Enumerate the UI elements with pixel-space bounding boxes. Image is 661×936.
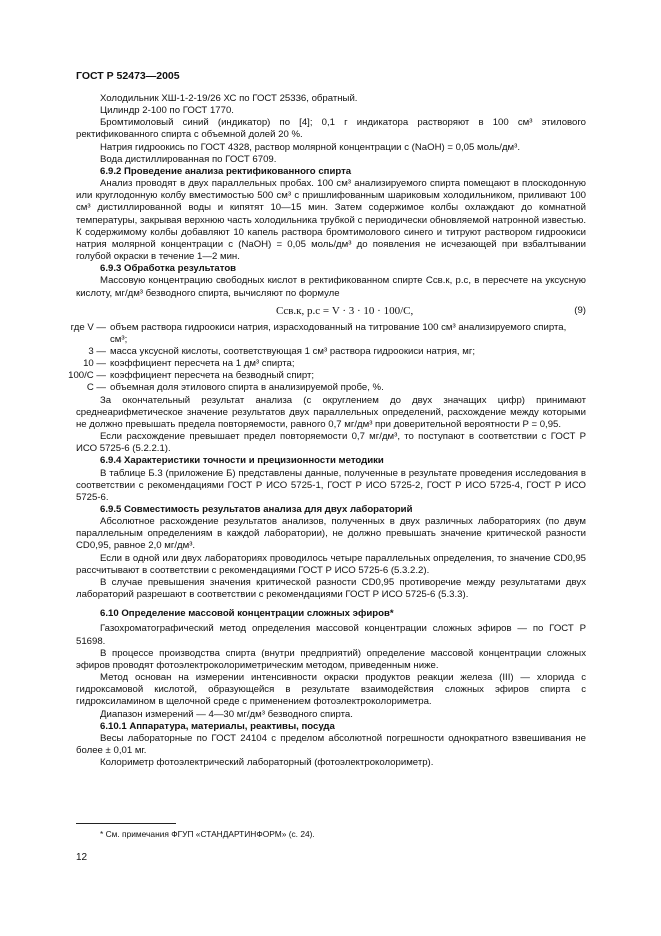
item-water: Вода дистиллированная по ГОСТ 6709. (100, 153, 277, 165)
where-item (68, 370, 586, 382)
where-item (76, 382, 586, 394)
item-naoh: Натрия гидроокись по ГОСТ 4328, раствор молярной концентрации c (NaOH) = 0,05 моль/дм³. (100, 141, 521, 153)
section-6-9-5-p1: Абсолютное расхождение результатов анализов, полученных в двух различных лабораториях (по двум параллельным определениям в каждой лаборатории), не должно превышать значение критической разности CD0,95, равное 2,0 мг/дм³. (76, 516, 586, 552)
section-6-9-4-title: 6.9.4 Характеристики точности и прецизионности методики (100, 455, 384, 467)
where-term: C — (86, 382, 106, 394)
section-6-10-title: 6.10 Определение массовой концентрации сложных эфиров* (100, 608, 394, 620)
document-header: ГОСТ Р 52473—2005 (76, 70, 180, 82)
formula-9 (76, 300, 586, 322)
item-indicator: Бромтимоловый синий (индикатор) по [4]; 0,1 г индикатора растворяют в 100 см³ этилового ректификованного спирта с объемной долей 20 %. (76, 117, 586, 141)
where-item (76, 346, 586, 358)
section-6-9-3-intro: Массовую концентрацию свободных кислот в ректификованном спирте Cсв.к, р.с, в пересчете на уксусную кислоту, мг/дм³ безводного спирта, вычисляют по формуле (76, 275, 586, 299)
page-number: 12 (76, 852, 88, 863)
where-desc: объем раствора гидроокиси натрия, израсходованный на титрование 100 см³ анализируемого спирта, см³; (110, 321, 567, 345)
section-6-9-3-p1: За окончательный результат анализа (с округлением до двух значащих цифр) принимают среднеарифметическое значение результатов двух параллельных определений, расхождение между которыми не должно превышать предела повторяемости, равного 0,7 мг/дм³ при доверительной вероятности P = 0,95. (76, 394, 586, 430)
section-6-9-3-title: 6.9.3 Обработка результатов (100, 263, 237, 275)
where-term: 3 — (88, 345, 106, 357)
section-6-9-5-title: 6.9.5 Совместимость результатов анализа для двух лабораторий (100, 504, 413, 515)
document-body (68, 93, 586, 769)
footnote: * См. примечания ФГУП «СТАНДАРТИНФОРМ» (с. 24). (100, 829, 315, 839)
item-cylinder: Цилиндр 2-100 по ГОСТ 1770. (100, 105, 234, 117)
section-6-10-p2: В процессе производства спирта (внутри предприятий) определение массовой концентрации сложных эфиров проводят фотоэлектроколориметрическим методом, приведенным ниже. (76, 647, 586, 671)
where-desc: объемная доля этилового спирта в анализируемой пробе, %. (110, 382, 384, 394)
footnote-divider (76, 823, 176, 824)
section-6-10-p1: Газохроматографический метод определения массовой концентрации сложных эфиров — по ГОСТ Р 51698. (76, 623, 586, 647)
formula-expression: Cсв.к, р.с = V · 3 · 10 · 100/C, (276, 304, 414, 317)
section-6-10-p3: Метод основан на измерении интенсивности окраски продуктов реакции железа (III) — хлорида с гидроксамовой кислотой, образующейся в результате взаимодействия сложных эфиров спирта с гидроксиламином в щелочной среде с применением фотоэлектроколориметра. (76, 672, 586, 708)
section-6-9-5-p3: В случае превышения значения критической разности CD0,95 противоречие между результатами двух лабораторий разрешают в соответствии с рекомендациями ГОСТ Р ИСО 5725-6 (5.3.3). (76, 576, 586, 601)
section-6-9-3-p2: Если расхождение превышает предел повторяемости 0,7 мг/дм³, то поступают в соответствии с ГОСТ Р ИСО 5725-6 (5.2.2.1). (76, 431, 586, 455)
where-term: 100/C — (68, 370, 106, 382)
where-desc: коэффициент пересчета на безводный спирт; (110, 370, 315, 382)
item-condenser: Холодильник ХШ-1-2-19/26 ХС по ГОСТ 25336, обратный. (100, 93, 358, 104)
section-6-9-2-title: 6.9.2 Проведение анализа ректификованного спирта (100, 165, 352, 177)
section-6-10-1-title: 6.10.1 Аппаратура, материалы, реактивы, посуда (100, 720, 335, 732)
where-term: 10 — (83, 358, 106, 370)
section-6-10-1-p1: Весы лабораторные по ГОСТ 24104 с пределом абсолютной погрешности однократного взвешивания не более ± 0,01 мг. (76, 732, 586, 756)
section-6-10-p4: Диапазон измерений — 4—30 мг/дм³ безводного спирта. (100, 708, 353, 720)
section-6-10-1-p2: Колориметр фотоэлектрический лабораторный (фотоэлектроколориметр). (100, 757, 434, 769)
where-item (76, 358, 586, 370)
section-6-9-2-text: Анализ проводят в двух параллельных пробах. 100 см³ анализируемого спирта помещают в плоскодонную или круглодонную колбу вместимостью 500 см³ с пришлифованным шариковым холодильником, приливают 100 см³ дистиллированной воды и кипятят 10—15 мин. Затем содержимое колбы охлаждают до комнатной температуры, закрывая верхнюю часть холодильника трубкой с периодически обновляемой натронной известью. К содержимому колбы добавляют 10 капель раствора бромтимолового синего и титруют раствором гидроокиси натрия молярной концентрации c (NaOH) = 0,05 моль/дм³ до появления не исчезающей при взбалтывании голубой окраски в течение 1—2 мин. (76, 178, 586, 263)
where-term: где V — (70, 321, 106, 333)
section-6-9-4-text: В таблице Б.3 (приложение Б) представлены данные, полученные в результате проведения исследования в соответствии с рекомендациями ГОСТ Р ИСО 5725-1, ГОСТ Р ИСО 5725-2, ГОСТ Р ИСО 5725-4, ГОСТ Р ИСО 5725-6. (76, 467, 586, 503)
where-item (70, 321, 586, 346)
where-desc: коэффициент пересчета на 1 дм³ спирта; (110, 358, 295, 370)
formula-number: (9) (574, 304, 586, 316)
where-desc: масса уксусной кислоты, соответствующая 1 см³ раствора гидроокиси натрия, мг; (110, 345, 475, 357)
section-6-9-5-p2: Если в одной или двух лабораториях проводилось четыре параллельных определения, то значение CD0,95 рассчитывают в соответствии с рекомендациями ГОСТ Р ИСО 5725-6 (5.3.2.2). (76, 552, 586, 576)
